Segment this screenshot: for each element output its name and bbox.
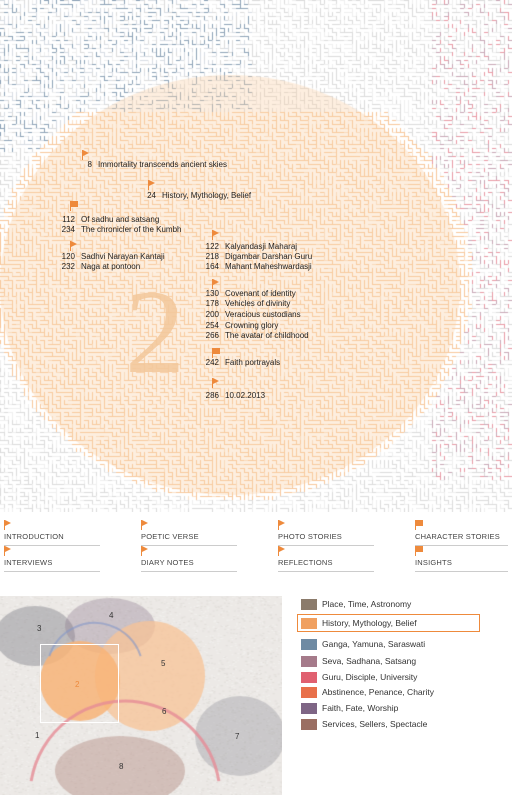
category-poetic-verse[interactable]: POETIC VERSE [141,532,237,541]
toc-entry[interactable]: 8 Immortality transcends ancient skies [87,160,227,169]
color-swatch [301,618,317,629]
flag-icon [141,546,149,556]
map-label[interactable]: 8 [119,762,124,771]
category-photo-stories[interactable]: PHOTO STORIES [278,532,374,541]
toc-entry[interactable]: 242 Faith portrayals [205,358,281,367]
color-swatch [301,672,317,683]
flag-corner-icon [212,230,220,240]
map-label[interactable]: 7 [235,732,240,741]
flag-icon [141,520,149,530]
toc-entry[interactable]: 266 The avatar of childhood [205,331,309,340]
category-introduction[interactable]: INTRODUCTION [4,532,100,541]
divider [4,571,100,572]
flag-pole-icon [278,546,286,556]
category-reflections[interactable]: REFLECTIONS [278,558,374,567]
flag-slant-icon [4,520,12,530]
map-label[interactable]: 3 [37,624,42,633]
toc-entry[interactable]: 234 The chronicler of the Kumbh [61,225,182,234]
map-label[interactable]: 5 [161,659,166,668]
divider [415,545,508,546]
toc-entry[interactable]: 122 Kalyandasji Maharaj [205,242,298,251]
toc-entry[interactable]: 112 Of sadhu and satsang [62,215,160,224]
flag-icon [212,378,220,388]
color-swatch [301,639,317,650]
color-swatch [301,687,317,698]
category-diary-notes[interactable]: DIARY NOTES [141,558,237,567]
map-label[interactable]: 4 [109,611,114,620]
toc-entry[interactable]: 218 Digambar Darshan Guru [205,252,313,261]
flag-pole-icon [278,520,286,530]
category-character-stories[interactable]: CHARACTER STORIES [415,532,508,541]
flag-half-icon [415,546,423,556]
toc-entry[interactable]: 178 Vehicles of divinity [205,299,291,308]
flag-corner-icon [70,241,78,251]
map-label[interactable]: 2 [75,680,80,689]
color-swatch [301,656,317,667]
divider [415,571,508,572]
divider [4,545,100,546]
viewport-frame[interactable] [40,644,119,723]
color-swatch [301,599,317,610]
toc-entry[interactable]: 200 Veracious custodians [205,310,301,319]
category-insights[interactable]: INSIGHTS [415,558,508,567]
toc-entry[interactable]: 254 Crowning glory [205,321,279,330]
toc-entry[interactable]: 120 Sadhvi Narayan Kantaji [61,252,165,261]
flag-square-icon [415,520,423,530]
divider [141,571,237,572]
map-label[interactable]: 1 [35,731,40,740]
toc-entry[interactable]: 130 Covenant of identity [205,289,296,298]
divider [278,545,374,546]
divider [278,571,374,572]
flag-square-icon [70,201,78,211]
color-swatch [301,719,317,730]
toc-entry[interactable]: 232 Naga at pontoon [61,262,141,271]
flag-corner-icon [4,546,12,556]
toc-entry[interactable]: 286 10.02.2013 [205,391,266,400]
flag-icon [148,180,156,190]
category-interviews[interactable]: INTERVIEWS [4,558,100,567]
map-label[interactable]: 6 [162,707,167,716]
color-swatch [301,703,317,714]
toc-entry[interactable]: 24 History, Mythology, Belief [147,191,252,200]
toc-entry[interactable]: 164 Mahant Maheshwardasji [205,262,312,271]
chapter-number: 2 [125,265,185,398]
divider [141,545,237,546]
